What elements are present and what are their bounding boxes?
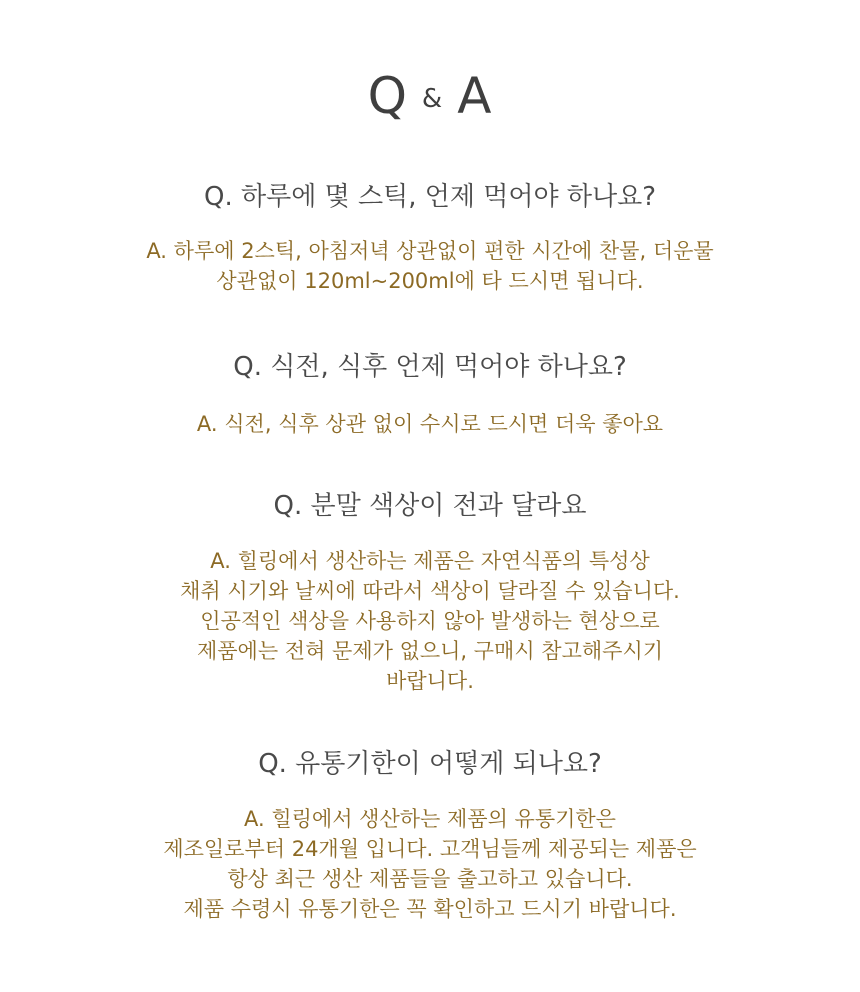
faq-answer-line: 제품 수령시 유통기한은 꼭 확인하고 드시기 바랍니다. [183,897,677,921]
faq-answer-line: 상관없이 120ml~200ml에 타 드시면 됩니다. [216,269,644,293]
page-title [0,66,860,129]
faq-answer-line: A. 힐링에서 생산하는 제품의 유통기한은 [244,807,616,831]
faq-question: Q. 하루에 몇 스틱, 언제 먹어야 하나요? [203,182,656,212]
faq-item [0,490,860,696]
faq-answer [0,236,860,296]
faq-answer-line: A. 하루에 2스틱, 아침저녁 상관없이 편한 시간에 찬물, 더운물 [146,239,714,263]
faq-answer-line: A. 힐링에서 생산하는 제품은 자연식품의 특성상 [210,549,650,573]
faq-question: Q. 유통기한이 어떻게 되나요? [258,749,602,779]
faq-answer-line: A. 식전, 식후 상관 없이 수시로 드시면 더욱 좋아요 [196,412,664,436]
title-ampersand: & [421,84,444,114]
faq-answer-line: 항상 최근 생산 제품들을 출고하고 있습니다. [227,867,633,891]
faq-item [0,351,860,439]
faq-question: Q. 분말 색상이 전과 달라요 [273,491,587,521]
faq-answer-line: 바랍니다. [386,669,474,693]
faq-question: Q. 식전, 식후 언제 먹어야 하나요? [233,352,627,382]
faq-item [0,181,860,296]
faq-answer-line: 인공적인 색상을 사용하지 않아 발생하는 현상으로 [200,609,660,633]
faq-answer-line: 채취 시기와 날씨에 따라서 색상이 달라질 수 있습니다. [180,579,680,603]
faq-answer [0,546,860,696]
faq-answer-line: 제조일로부터 24개월 입니다. 고객님들께 제공되는 제품은 [163,837,697,861]
faq-item [0,748,860,924]
faq-answer [0,409,860,439]
title-a: A [457,67,493,125]
faq-answer [0,804,860,924]
title-q: Q [367,67,408,125]
faq-answer-line: 제품에는 전혀 문제가 없으니, 구매시 참고해주시기 [196,639,664,663]
